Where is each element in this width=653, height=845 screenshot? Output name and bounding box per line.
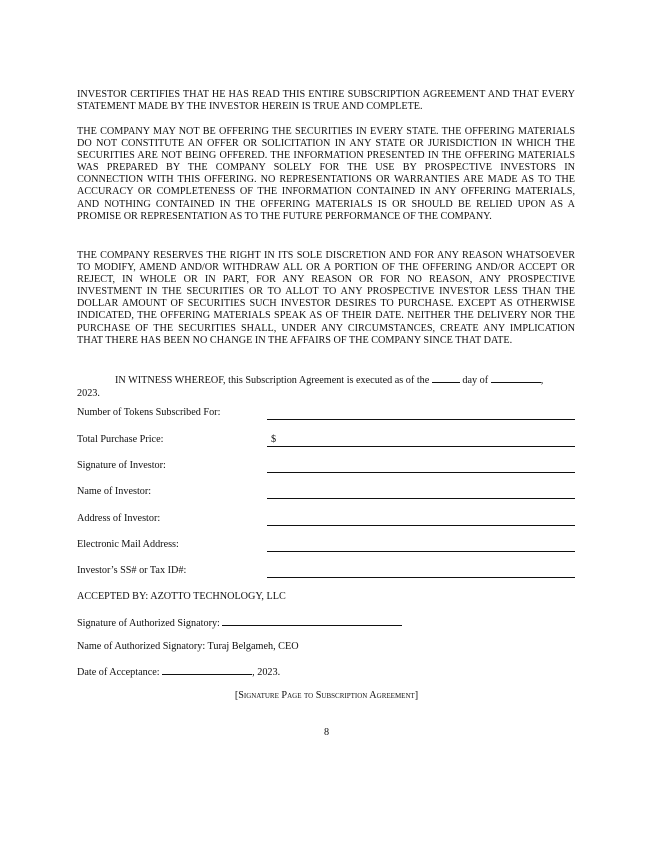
email-label: Electronic Mail Address: <box>77 539 179 550</box>
acceptance-date-line[interactable] <box>162 664 252 675</box>
authorized-signature-line[interactable] <box>222 615 402 626</box>
investor-address-label: Address of Investor: <box>77 513 161 524</box>
signature-page-caption: [Signature Page to Subscription Agreement] <box>234 690 419 701</box>
email-field <box>77 538 575 554</box>
tokens-label: Number of Tokens Subscribed For: <box>77 407 221 418</box>
witness-lead-text: IN WITNESS WHEREOF, this Subscription Agreement is executed as of the <box>115 375 430 386</box>
acceptance-date-label: Date of Acceptance: <box>77 667 160 678</box>
price-field <box>77 433 575 449</box>
investor-signature-line[interactable] <box>267 472 575 473</box>
dollar-sign: $ <box>271 434 277 445</box>
tokens-line[interactable] <box>267 419 575 420</box>
offering-disclaimer-paragraph: THE COMPANY MAY NOT BE OFFERING THE SECURITIES IN EVERY STATE. THE OFFERING MATERIALS DO NOT CONSTITUTE AN OFFER OR SOLICITATION IN ANY STATE OR JURISDICTION IN WHICH THE SECURITIES ARE NOT BEING OFFERED. THE INFORMATION PRESENTED IN THE OFFERING MATERIALS WAS PREPARED BY THE COMPANY SOLELY FOR THE USE BY PROSPECTIVE INVESTORS IN CONNECTION WITH THIS OFFERING. NO REPRESENTATIONS OR WARRANTIES ARE MADE AS TO THE ACCURACY OR COMPLETENESS OF THE INFORMATION CONTAINED IN ANY OFFERING MATERIALS, AND NOTHING CONTAINED IN THE OFFERING MATERIALS IS OR SHOULD BE RELIED UPON AS A PROMISE OR REPRESENTATION AS TO THE FUTURE PERFORMANCE OF THE COMPANY. <box>77 126 575 222</box>
investor-address-line[interactable] <box>267 525 575 526</box>
witness-clause: IN WITNESS WHEREOF, this Subscription Agreement is executed as of the day of , 2023. <box>77 372 575 400</box>
authorized-signature-row <box>77 615 402 631</box>
investor-name-field <box>77 485 575 501</box>
day-blank[interactable] <box>432 372 460 383</box>
month-blank[interactable] <box>491 372 541 383</box>
acceptance-date-suffix: , 2023. <box>252 667 281 678</box>
price-label: Total Purchase Price: <box>77 434 164 445</box>
investor-address-field <box>77 512 575 528</box>
authorized-name: Name of Authorized Signatory: Turaj Belgameh, CEO <box>77 641 299 652</box>
investor-signature-label: Signature of Investor: <box>77 460 166 471</box>
investor-name-line[interactable] <box>267 498 575 499</box>
acceptance-date-row <box>77 664 280 680</box>
witness-day-word: day of <box>462 375 489 386</box>
witness-year: 2023. <box>77 387 100 399</box>
reservation-paragraph: THE COMPANY RESERVES THE RIGHT IN ITS SOLE DISCRETION AND FOR ANY REASON WHATSOEVER TO MODIFY, AMEND AND/OR WITHDRAW ALL OR A PORTION OF THE OFFERING AND/OR ACCEPT OR REJECT, IN WHOLE OR IN PART, FOR ANY REASON OR FOR NO REASON, ANY PROSPECTIVE INVESTMENT IN THE SECURITIES OR TO ALLOT TO ANY PROSPECTIVE INVESTOR LESS THAN THE DOLLAR AMOUNT OF SECURITIES SUCH INVESTOR DESIRES TO PURCHASE. EXCEPT AS OTHERWISE INDICATED, THE OFFERING MATERIALS SPEAK AS OF THEIR DATE. NEITHER THE DELIVERY NOR THE PURCHASE OF THE SECURITIES SHALL, UNDER ANY CIRCUMSTANCES, CREATE ANY IMPLICATION THAT THERE HAS BEEN NO CHANGE IN THE AFFAIRS OF THE COMPANY SINCE THAT DATE. <box>77 250 575 346</box>
tokens-field <box>77 406 575 422</box>
certification-paragraph: INVESTOR CERTIFIES THAT HE HAS READ THIS ENTIRE SUBSCRIPTION AGREEMENT AND THAT EVERY STATEMENT MADE BY THE INVESTOR HEREIN IS TRUE AND COMPLETE. <box>77 89 575 113</box>
taxid-line[interactable] <box>267 577 575 578</box>
page-number: 8 <box>323 727 330 738</box>
email-line[interactable] <box>267 551 575 552</box>
price-line[interactable] <box>267 446 575 447</box>
authorized-signature-label: Signature of Authorized Signatory: <box>77 618 220 629</box>
investor-signature-field <box>77 459 575 475</box>
accepted-by: ACCEPTED BY: AZOTTO TECHNOLOGY, LLC <box>77 591 286 602</box>
investor-name-label: Name of Investor: <box>77 486 152 497</box>
taxid-field <box>77 564 575 580</box>
taxid-label: Investor’s SS# or Tax ID#: <box>77 565 187 576</box>
